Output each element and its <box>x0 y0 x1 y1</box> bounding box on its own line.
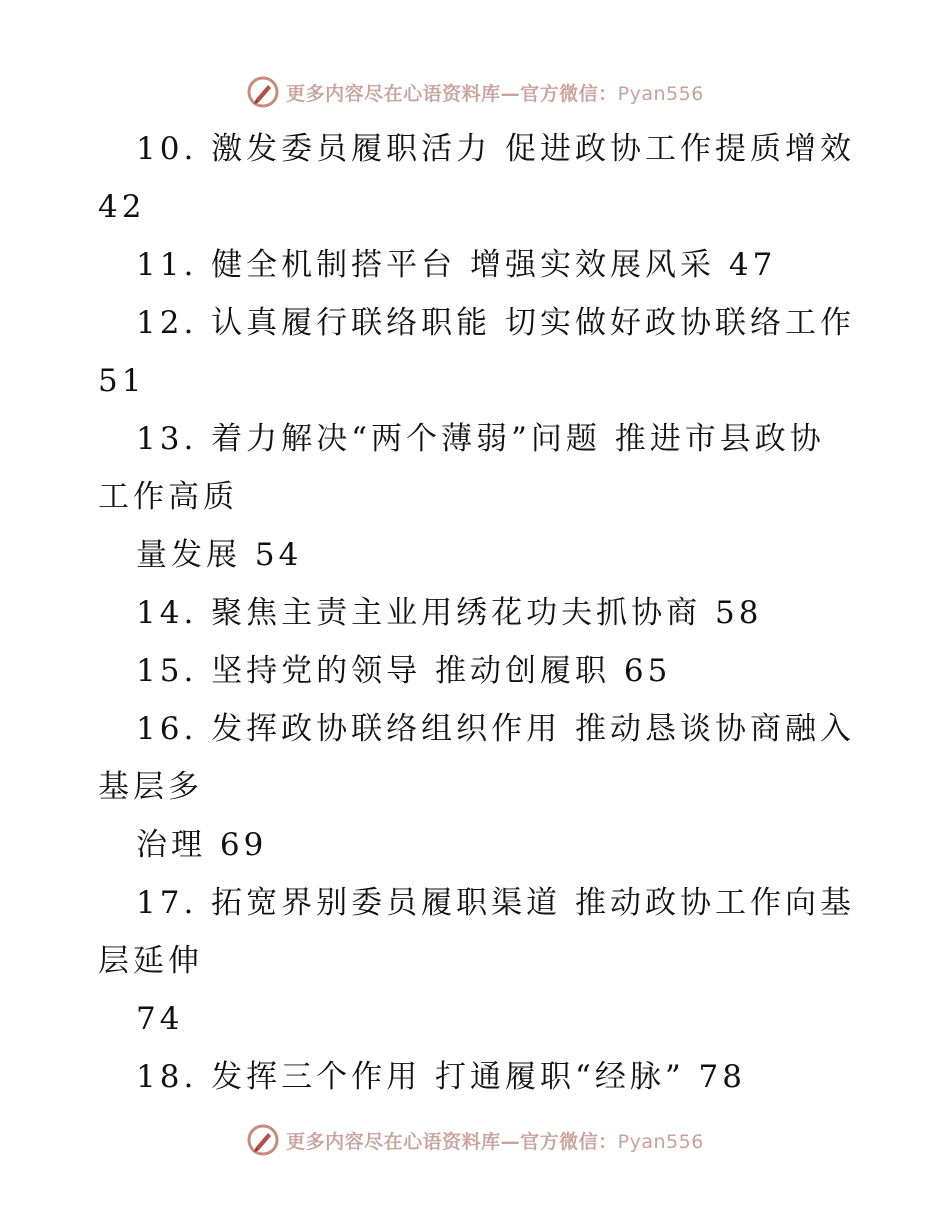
toc-line: 18. 发挥三个作用 打通履职“经脉” 78 <box>136 1059 747 1095</box>
toc-line: 17. 拓宽界别委员履职渠道 推动政协工作向基 <box>136 885 856 921</box>
toc-line: 42 <box>98 189 146 225</box>
toc-line: 量发展 54 <box>136 537 303 573</box>
toc-line: 16. 发挥政协联络组织作用 推动恳谈协商融入 <box>136 711 856 747</box>
toc-line: 14. 聚焦主责主业用绣花功夫抓协商 58 <box>136 595 763 631</box>
footer-watermark <box>0 1120 950 1160</box>
toc-line: 11. 健全机制搭平台 增强实效展风采 47 <box>136 247 777 283</box>
pen-logo-icon <box>246 75 280 109</box>
toc-line: 治理 69 <box>136 827 268 863</box>
table-of-contents <box>98 120 856 1106</box>
watermark-text: 更多内容尽在心语资料库—官方微信：Pyan556 <box>286 82 704 105</box>
toc-line: 74 <box>136 1001 184 1037</box>
toc-line: 51 <box>98 363 146 399</box>
toc-line: 工作高质 <box>98 479 238 515</box>
watermark-text: 更多内容尽在心语资料库—官方微信：Pyan556 <box>286 1130 704 1153</box>
toc-line: 15. 坚持党的领导 推动创履职 65 <box>136 653 672 689</box>
toc-line: 13. 着力解决“两个薄弱”问题 推进市县政协 <box>136 421 825 457</box>
toc-line: 基层多 <box>98 769 203 805</box>
header-watermark <box>0 72 950 112</box>
toc-line: 层延伸 <box>98 943 203 979</box>
toc-line: 12. 认真履行联络职能 切实做好政协联络工作 <box>136 305 856 341</box>
pen-logo-icon <box>246 1123 280 1157</box>
toc-line: 10. 激发委员履职活力 促进政协工作提质增效 <box>136 131 856 167</box>
